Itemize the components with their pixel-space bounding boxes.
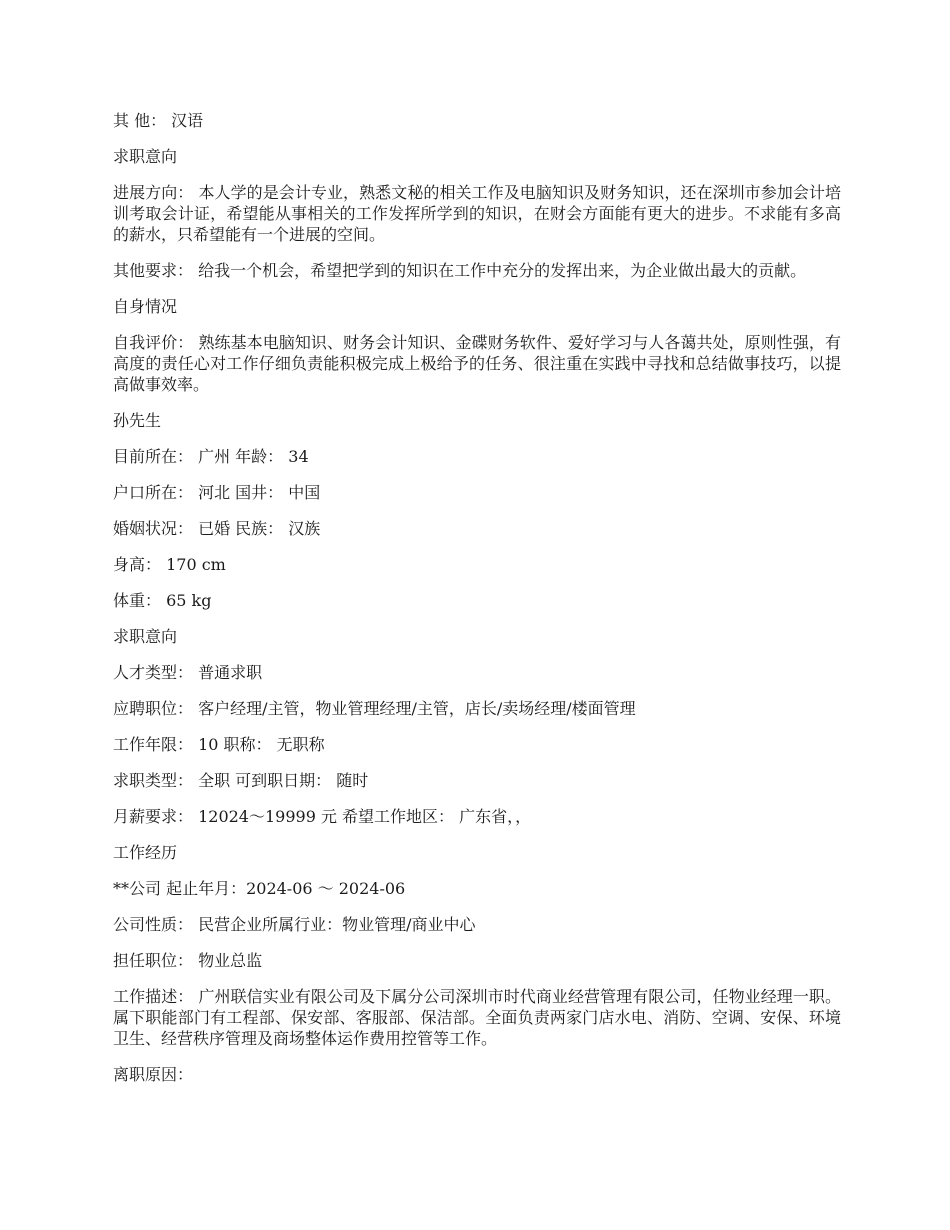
section-heading-self-situation: 自身情况 (113, 297, 178, 316)
job-description-paragraph: 工作描述： 广州联信实业有限公司及下属分公司深圳市时代商业经营管理有限公司，任物业经理一职。属下职能部门有工程部、保安部、客服部、保洁部。全面负责两家门店水电、消防、空调、安保、环境卫生、经营秩序管理及商场整体运作费用控管等工作。 (113, 987, 841, 1048)
company-period-line: **公司 起止年月：2024-06 ～ 2024-06 (113, 879, 406, 898)
development-direction-paragraph: 进展方向： 本人学的是会计专业，熟悉文秘的相关工作及电脑知识及财务知识，还在深圳市参加会计培训考取会计证，希望能从事相关的工作发挥所学到的知识，在财会方面能有更大的进步。不求能有多高的薪水，只希望能有一个进展的空间。 (113, 183, 841, 244)
applied-position-line: 应聘职位： 客户经理/主管，物业管理经理/主管，店长/卖场经理/楼面管理 (113, 699, 636, 718)
household-nationality-line: 户口所在： 河北 国井： 中国 (113, 483, 321, 502)
other-requirements-paragraph: 其他要求： 给我一个机会，希望把学到的知识在工作中充分的发挥出来，为企业做出最大的贡献。 (113, 261, 807, 280)
document-body (113, 110, 841, 1100)
talent-type-line: 人才类型： 普通求职 (113, 663, 263, 682)
section-heading-job-intention-2: 求职意向 (113, 627, 178, 646)
salary-region-line: 月薪要求： 12024～19999 元 希望工作地区： 广东省，， (113, 807, 532, 826)
position-held-line: 担任职位： 物业总监 (113, 951, 263, 970)
marital-ethnicity-line: 婚姻状况： 已婚 民族： 汉族 (113, 519, 321, 538)
section-heading-job-intention: 求职意向 (113, 147, 178, 166)
work-years-title-line: 工作年限： 10 职称： 无职称 (113, 735, 325, 754)
job-type-availability-line: 求职类型： 全职 可到职日期： 随时 (113, 771, 369, 790)
other-language-line: 其 他： 汉语 (113, 111, 204, 130)
height-line: 身高： 170 cm (113, 555, 226, 574)
current-location-age-line: 目前所在： 广州 年龄： 34 (113, 447, 309, 466)
leaving-reason-line: 离职原因： (113, 1065, 194, 1084)
section-heading-work-experience: 工作经历 (113, 843, 178, 862)
company-nature-industry-line: 公司性质： 民营企业所属行业：物业管理/商业中心 (113, 915, 476, 934)
self-evaluation-paragraph: 自我评价： 熟练基本电脑知识、财务会计知识、金碟财务软件、爱好学习与人各蔼共处，原则性强，有高度的责任心对工作仔细负责能积极完成上极给予的任务、很注重在实践中寻找和总结做事技巧，以提高做事效率。 (113, 333, 841, 394)
weight-line: 体重： 65 kg (113, 591, 212, 610)
candidate-name: 孙先生 (113, 411, 162, 430)
